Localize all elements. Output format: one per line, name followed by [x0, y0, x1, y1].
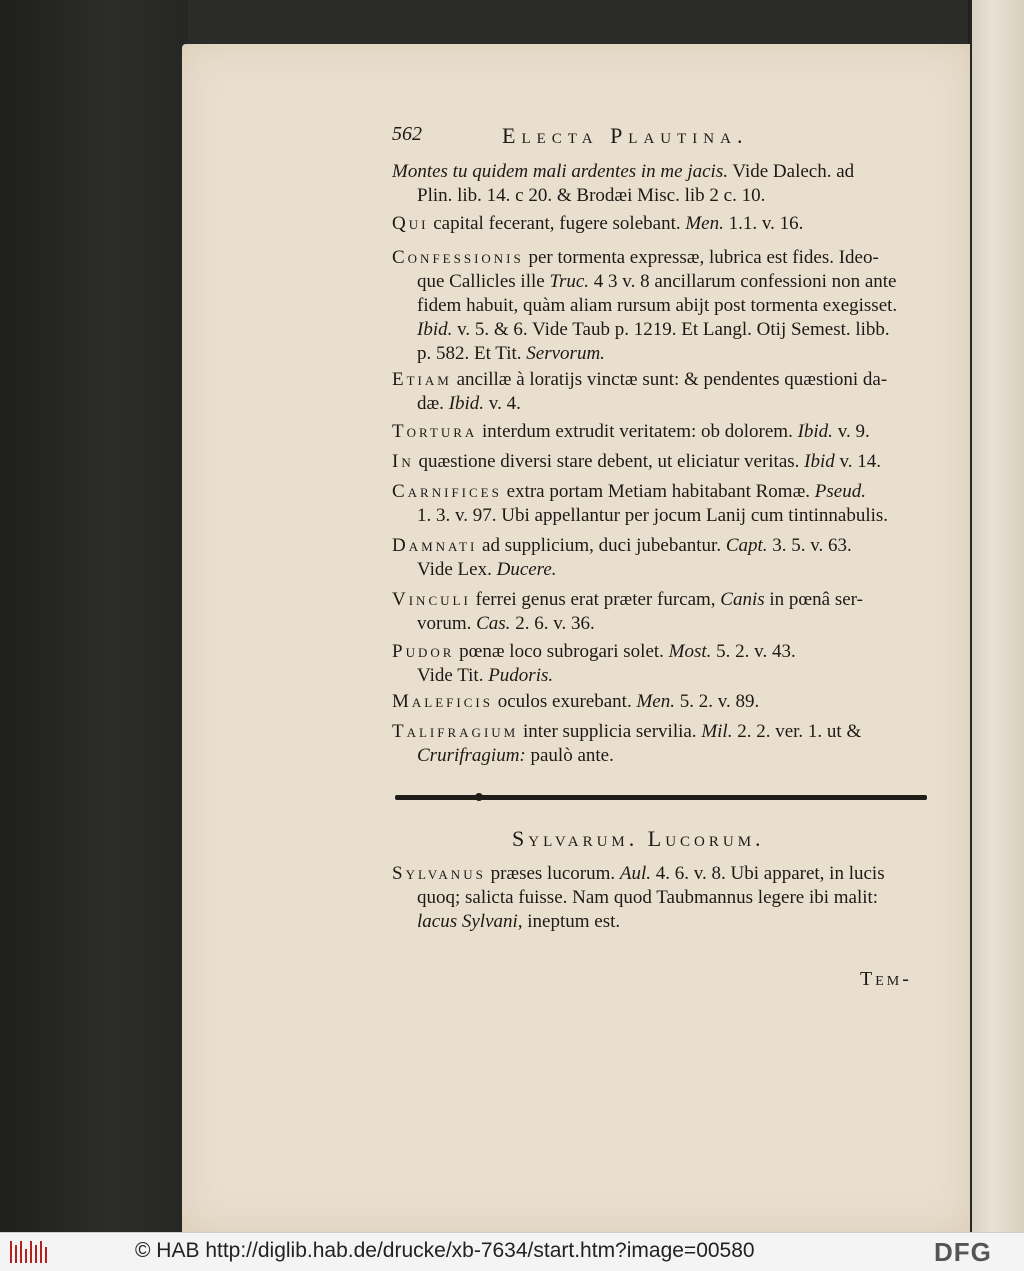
text-segment: pœnæ loco subrogari solet. [454, 641, 669, 662]
entry-first-line [392, 480, 866, 504]
text-segment: Vide Dalech. ad [727, 161, 855, 182]
text-segment: interdum extrudit veritatem: ob dolorem. [477, 421, 798, 442]
citation-italic: Ibid. [448, 393, 485, 414]
running-header [392, 123, 952, 153]
scanner-background-left [0, 0, 188, 1232]
entry-first-line [392, 450, 881, 474]
entry-first-line [392, 160, 854, 184]
permalink-text[interactable]: © HAB http://diglib.hab.de/drucke/xb-7634/start.htm?image=00580 [135, 1239, 755, 1262]
entry-continuation-line [417, 612, 595, 636]
text-segment: quoq; salicta fuisse. Nam quod Taubmannus legere ibi malit: [417, 887, 879, 908]
citation-italic: Cas. [476, 613, 511, 634]
dfg-logo[interactable]: DFG [934, 1237, 992, 1267]
text-segment: p. 582. Et Tit. [417, 343, 527, 364]
text-segment: per tormenta expressæ, lubrica est fides. Ideo- [523, 247, 879, 268]
entry-continuation-line [417, 664, 553, 688]
text-segment: v. 4. [484, 393, 521, 414]
text-segment: 5. 2. v. 89. [674, 691, 760, 712]
text-segment: Vide Tit. [417, 665, 489, 686]
entry-keyword: Carnifices [392, 481, 502, 502]
citation-italic: Mil. [701, 721, 733, 742]
entry-first-line [392, 862, 885, 886]
text-segment: 1. 3. v. 97. Ubi appellantur per jocum Lanij cum tintinnabulis. [417, 505, 889, 526]
citation-italic: Crurifragium: [417, 745, 526, 766]
text-segment: 4. 6. v. 8. Ubi apparet, in lucis [651, 863, 885, 884]
citation-italic: Ducere. [496, 559, 557, 580]
text-segment: inter supplicia servilia. [518, 721, 702, 742]
text-segment: 1.1. v. 16. [723, 213, 804, 234]
text-segment: que Callicles ille [417, 271, 550, 292]
entry-continuation-line [417, 558, 557, 582]
text-segment: 3. 5. v. 63. [767, 535, 852, 556]
text-segment: Plin. lib. 14. c 20. & Brodæi Misc. lib 2 c. 10. [417, 185, 766, 206]
text-segment: v. 5. & 6. Vide Taub p. 1219. Et Langl. Otij Semest. libb. [452, 319, 890, 340]
text-segment: dæ. [417, 393, 449, 414]
text-segment: v. 9. [832, 421, 870, 442]
entry-continuation-line [417, 392, 521, 416]
text-segment: ad supplicium, duci jubebantur. [477, 535, 726, 556]
citation-italic: lacus Sylvani, [417, 911, 523, 932]
entry-continuation-line [417, 744, 614, 768]
catchword: Tem- [860, 968, 912, 990]
page-number: 562 [392, 123, 422, 145]
citation-italic: Pudoris. [488, 665, 554, 686]
running-title: Electa Plautina. [502, 123, 749, 148]
entry-keyword: Confessionis [392, 247, 524, 268]
text-segment: ineptum est. [522, 911, 621, 932]
text-segment: fidem habuit, quàm aliam rursum abijt post tormenta exegisset. [417, 295, 898, 316]
entry-continuation-line [417, 886, 878, 910]
citation-italic: Most. [668, 641, 712, 662]
text-segment: capital fecerant, fugere solebant. [428, 213, 686, 234]
section-title: Sylvarum. Lucorum. [512, 826, 765, 851]
citation-italic: Men. [685, 213, 724, 234]
citation-italic: Capt. [725, 535, 768, 556]
entry-continuation-line [417, 270, 897, 294]
text-segment: 5. 2. v. 43. [711, 641, 796, 662]
text-segment: oculos exurebant. [492, 691, 637, 712]
text-segment: extra portam Metiam habitabant Romæ. [501, 481, 815, 502]
entry-first-line [392, 640, 796, 664]
text-segment: paulò ante. [525, 745, 614, 766]
citation-italic: Ibid. [417, 319, 453, 340]
text-segment: præses lucorum. [485, 863, 620, 884]
entry-first-line [392, 368, 887, 392]
entry-continuation-line [417, 318, 890, 342]
entry-keyword: In [392, 451, 414, 472]
divider-ornament [475, 793, 483, 801]
text-segment: vorum. [417, 613, 477, 634]
text-segment: 2. 6. v. 36. [510, 613, 595, 634]
entry-first-line [392, 690, 759, 714]
entry-continuation-line [417, 342, 605, 366]
citation-italic: Ibid. [797, 421, 833, 442]
citation-italic: Aul. [619, 863, 651, 884]
entry-keyword: Vinculi [392, 589, 471, 610]
viewer-footer [0, 1232, 1024, 1271]
entry-keyword: Maleficis [392, 691, 493, 712]
entry-first-line [392, 420, 870, 444]
text-segment: 4 3 v. 8 ancillarum confessioni non ante [589, 271, 897, 292]
citation-italic: Truc. [549, 271, 590, 292]
citation-italic: Pseud. [814, 481, 866, 502]
entry-keyword: Pudor [392, 641, 455, 662]
entry-first-line [392, 246, 879, 270]
text-segment: ancillæ à loratijs vinctæ sunt: & pendentes quæstioni da- [451, 369, 888, 390]
entry-continuation-line [417, 294, 897, 318]
text-segment: v. 14. [834, 451, 882, 472]
entry-first-line [392, 534, 852, 558]
section-divider-rule [395, 795, 927, 800]
text-segment: in pœnâ ser- [764, 589, 863, 610]
hab-logo-icon[interactable] [6, 1237, 48, 1267]
text-segment: 2. 2. ver. 1. ut & [732, 721, 862, 742]
entry-keyword: Talifragium [392, 721, 519, 742]
entry-keyword: Tortura [392, 421, 478, 442]
citation-italic: Ibid [804, 451, 835, 472]
citation-italic: Canis [720, 589, 765, 610]
entry-first-line [392, 212, 803, 236]
citation-italic: Montes tu quidem mali ardentes in me jacis. [392, 161, 728, 182]
entry-first-line [392, 588, 863, 612]
facing-page-edge [972, 0, 1024, 1232]
entry-keyword: Sylvanus [392, 863, 486, 884]
citation-italic: Men. [636, 691, 675, 712]
entry-continuation-line [417, 184, 765, 208]
text-segment: Vide Lex. [417, 559, 497, 580]
entry-keyword: Etiam [392, 369, 452, 390]
entry-first-line [392, 720, 861, 744]
text-segment: ferrei genus erat præter furcam, [470, 589, 721, 610]
entry-keyword: Damnati [392, 535, 478, 556]
entry-continuation-line [417, 504, 888, 528]
entry-keyword: Qui [392, 213, 429, 234]
entry-continuation-line [417, 910, 620, 934]
text-segment: quæstione diversi stare debent, ut eliciatur veritas. [413, 451, 805, 472]
citation-italic: Servorum. [526, 343, 605, 364]
